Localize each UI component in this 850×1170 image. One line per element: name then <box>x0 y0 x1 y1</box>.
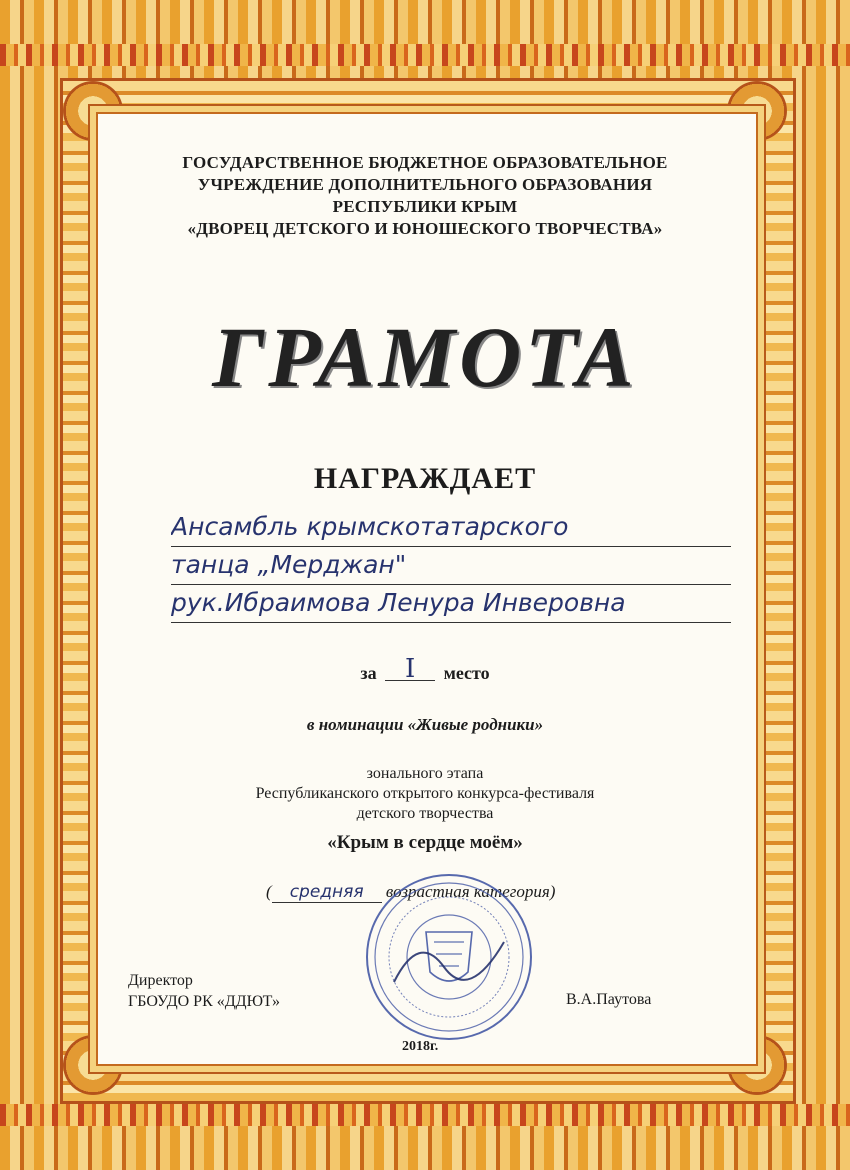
organization-header <box>96 152 754 240</box>
org-line-2: УЧРЕЖДЕНИЕ ДОПОЛНИТЕЛЬНОГО ОБРАЗОВАНИЯ <box>197 175 653 194</box>
age-category-value: средняя <box>272 882 382 903</box>
contest-stage <box>96 764 754 824</box>
bottom-decorative-band <box>0 1104 850 1126</box>
recipient-line-2: танца „Мерджан" <box>171 550 731 585</box>
org-line-3: РЕСПУБЛИКИ КРЫМ <box>332 197 518 216</box>
director-name: В.А.Паутова <box>566 991 652 1008</box>
top-decorative-band <box>0 44 850 66</box>
recipient-line-3: рук.Ибраимова Ленура Инверовна <box>171 588 731 623</box>
director-title: Директор <box>128 972 193 989</box>
org-line-1: ГОСУДАРСТВЕННОЕ БЮДЖЕТНОЕ ОБРАЗОВАТЕЛЬНОЕ <box>182 153 668 172</box>
certificate-content <box>96 112 754 1062</box>
place-value: I <box>385 658 435 681</box>
place-suffix: место <box>443 663 490 683</box>
place-prefix: за <box>360 663 377 683</box>
place-line <box>96 654 754 684</box>
stage-line-1: зонального этапа <box>366 765 484 782</box>
official-seal-icon <box>364 872 534 1042</box>
director-org: ГБОУДО РК «ДДЮТ» <box>128 993 280 1010</box>
issue-year: 2018г. <box>402 1039 439 1054</box>
nomination: в номинации «Живые родники» <box>306 715 544 734</box>
director-block <box>128 970 280 1012</box>
awards-label: НАГРАЖДАЕТ <box>313 462 537 495</box>
stage-line-2: Республиканского открытого конкурса-фестиваля <box>255 785 595 802</box>
recipient-line-1: Ансамбль крымскотатарского <box>171 512 731 547</box>
festival-name: «Крым в сердце моём» <box>327 832 523 853</box>
org-line-4: «ДВОРЕЦ ДЕТСКОГО И ЮНОШЕСКОГО ТВОРЧЕСТВА» <box>187 219 663 238</box>
age-category-suffix: возрастная категория) <box>385 882 556 901</box>
stage-line-3: детского творчества <box>356 805 494 822</box>
age-category-open: ( <box>266 882 272 901</box>
certificate-title: ГРАМОТА <box>212 309 638 405</box>
